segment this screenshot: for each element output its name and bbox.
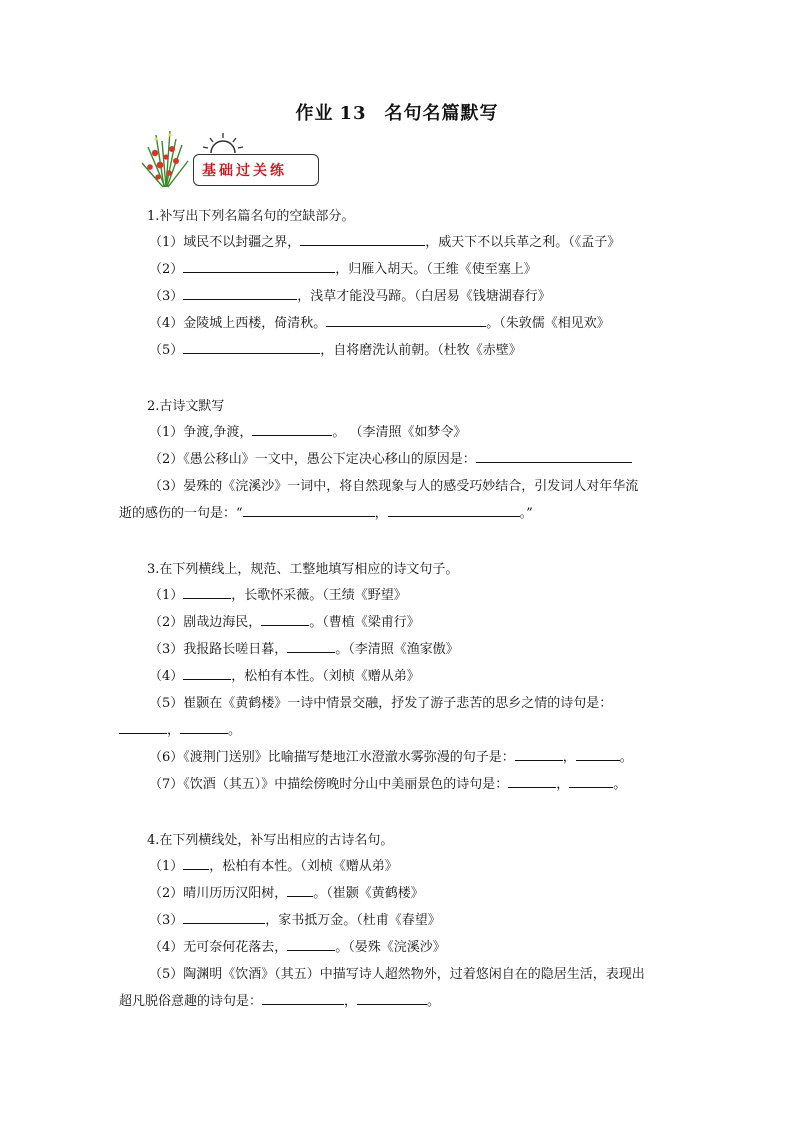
q3-item-3: （3）我报路长嗟日暮， 。（李清照《渔家傲》: [149, 636, 459, 663]
answer-blank[interactable]: [183, 584, 231, 599]
answer-blank[interactable]: [183, 855, 209, 870]
q1-item-5: （5） ，自将磨洗认前朝。（杜牧《赤壁》: [149, 337, 522, 364]
answer-blank[interactable]: [326, 312, 486, 327]
title-main: 名句名篇默写: [384, 103, 499, 124]
answer-blank[interactable]: [287, 882, 313, 897]
answer-blank[interactable]: [262, 990, 344, 1005]
title-number: 13: [339, 103, 367, 124]
q1-stem: 1.补写出下列名篇名句的空缺部分。: [147, 209, 355, 224]
q4-item-5-cont: 超凡脱俗意趣的诗句是： ， 。: [119, 988, 440, 1015]
answer-blank[interactable]: [357, 990, 427, 1005]
q3-item-6: （6）《渡荆门送别》比喻描写楚地江水澄澈水雾弥漫的句子是： ， 。: [149, 744, 633, 771]
q4-stem: 4.在下列横线处，补写出相应的古诗名句。: [147, 833, 394, 848]
answer-blank[interactable]: [261, 611, 309, 626]
q4-item-1: （1） ，松柏有本性。（刘桢《赠从弟》: [149, 853, 398, 880]
answer-blank[interactable]: [183, 339, 320, 354]
section-badge: [136, 127, 326, 189]
q3-stem: 3.在下列横线上，规范、工整地填写相应的诗文句子。: [147, 562, 459, 577]
sun-icon: [198, 131, 248, 155]
q4-item-4: （4）无可奈何花落去， 。（晏殊《浣溪沙》: [149, 934, 446, 961]
answer-blank[interactable]: [183, 258, 335, 273]
q3-item-7: （7）《饮酒（其五）》中描绘傍晚时分山中美丽景色的诗句是： ， 。: [149, 771, 626, 798]
q2-stem: 2.古诗文默写: [147, 399, 225, 414]
answer-blank[interactable]: [183, 285, 297, 300]
answer-blank[interactable]: [576, 746, 620, 761]
q3-item-5: （5）崔颢在《黄鹤楼》一诗中情景交融，抒发了游子悲苦的思乡之情的诗句是：: [149, 696, 613, 711]
q4-item-3: （3） ，家书抵万金。（杜甫《春望》: [149, 907, 441, 934]
q1-item-3: （3） ，浅草才能没马蹄。（白居易《钱塘湖春行》: [149, 283, 551, 310]
page-title: [0, 99, 794, 125]
q2-item-3: （3）晏殊的《浣溪沙》一词中，将自然现象与人的感受巧妙结合，引发词人对年华流: [149, 479, 639, 494]
title-prefix: 作业: [295, 103, 334, 124]
q1-item-2: （2） ，归雁入胡天。（王维《使至塞上》: [149, 256, 537, 283]
answer-blank[interactable]: [300, 231, 425, 246]
answer-blank[interactable]: [183, 909, 265, 924]
answer-blank[interactable]: [476, 448, 632, 463]
q3-item-4: （4） ，松柏有本性。（刘桢《赠从弟》: [149, 663, 420, 690]
q3-item-5-cont: ， 。: [119, 717, 241, 744]
q2-item-3-cont: 逝的感伤的一句是：“ ， 。”: [119, 500, 533, 527]
q4-item-5: （5）陶渊明《饮酒》（其五）中描写诗人超然物外，过着悠闲自在的隐居生活，表现出: [149, 967, 645, 982]
q1-item-4: （4）金陵城上西楼，倚清秋。 。（朱敦儒《相见欢》: [149, 310, 610, 337]
badge-label: 基础过关练: [202, 163, 287, 179]
answer-blank[interactable]: [287, 936, 335, 951]
q3-item-2: （2）剧哉边海民， 。（曹植《梁甫行》: [149, 609, 420, 636]
answer-blank[interactable]: [515, 746, 563, 761]
answer-blank[interactable]: [569, 773, 613, 788]
answer-blank[interactable]: [388, 502, 520, 517]
answer-blank[interactable]: [252, 421, 332, 436]
answer-blank[interactable]: [180, 719, 228, 734]
answer-blank[interactable]: [243, 502, 375, 517]
q2-item-2: （2）《愚公移山》一文中，愚公下定决心移山的原因是：: [149, 446, 632, 473]
flower-icon: [136, 127, 196, 189]
answer-blank[interactable]: [119, 719, 167, 734]
q4-item-2: （2）晴川历历汉阳树， 。（崔颢《黄鹤楼》: [149, 880, 424, 907]
answer-blank[interactable]: [508, 773, 556, 788]
q3-item-1: （1） ，长歌怀采薇。（王绩《野望》: [149, 582, 407, 609]
answer-blank[interactable]: [183, 665, 231, 680]
answer-blank[interactable]: [287, 638, 335, 653]
q2-item-1: （1）争渡,争渡， 。 （李清照《如梦令》: [149, 419, 467, 446]
q1-item-1: （1）域民不以封疆之界， ，威天下不以兵革之利。（《孟子》: [149, 229, 620, 256]
